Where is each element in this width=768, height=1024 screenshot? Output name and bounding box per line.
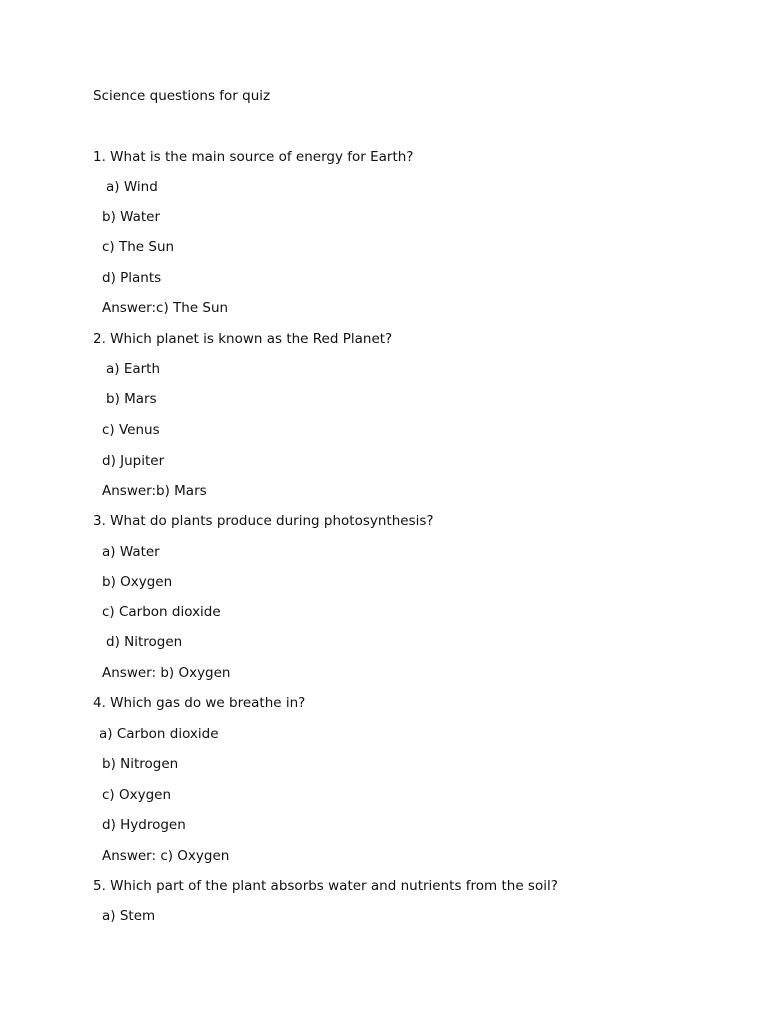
q1-option-b: b) Water — [102, 209, 161, 225]
q5-option-a: a) Stem — [102, 908, 156, 924]
q3-option-c: c) Carbon dioxide — [102, 604, 221, 620]
q4-option-c: c) Oxygen — [102, 787, 172, 803]
q4-option-d: d) Hydrogen — [102, 817, 186, 833]
q3-option-d: d) Nitrogen — [106, 634, 183, 650]
q3-option-a: a) Water — [102, 544, 160, 560]
question-4: 4. Which gas do we breathe in? — [93, 695, 306, 711]
q2-option-d: d) Jupiter — [102, 453, 165, 469]
q1-option-a: a) Wind — [106, 179, 158, 195]
q1-option-c: c) The Sun — [102, 239, 175, 255]
q1-answer: Answer:c) The Sun — [102, 300, 229, 316]
q2-answer: Answer:b) Mars — [102, 483, 207, 499]
q3-option-b: b) Oxygen — [102, 574, 173, 590]
q4-option-a: a) Carbon dioxide — [99, 726, 219, 742]
question-5: 5. Which part of the plant absorbs water and nutrients from the soil? — [93, 878, 558, 894]
question-1: 1. What is the main source of energy for Earth? — [93, 149, 414, 165]
q2-option-b: b) Mars — [106, 391, 157, 407]
q3-answer: Answer: b) Oxygen — [102, 665, 231, 681]
document-title: Science questions for quiz — [93, 88, 271, 104]
question-3: 3. What do plants produce during photosynthesis? — [93, 513, 434, 529]
q2-option-a: a) Earth — [106, 361, 161, 377]
q2-option-c: c) Venus — [102, 422, 160, 438]
q4-option-b: b) Nitrogen — [102, 756, 179, 772]
q1-option-d: d) Plants — [102, 270, 162, 286]
question-2: 2. Which planet is known as the Red Planet? — [93, 331, 393, 347]
q4-answer: Answer: c) Oxygen — [102, 848, 230, 864]
